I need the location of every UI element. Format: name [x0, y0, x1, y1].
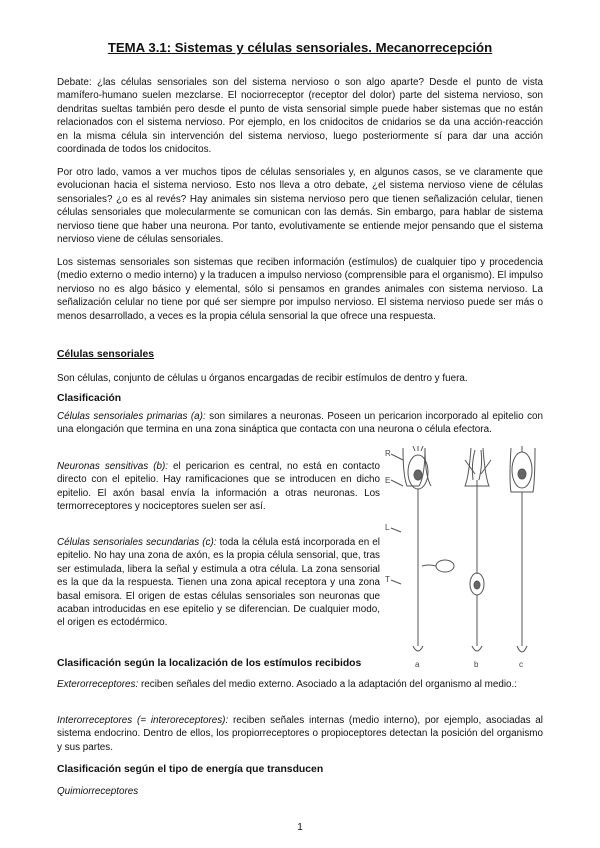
figure-label-a: a	[415, 660, 420, 669]
term-exterorreceptores: Exterorreceptores:	[57, 679, 139, 690]
paragraph-interorreceptores	[57, 714, 543, 754]
figure-label-l: L	[385, 523, 390, 532]
text-secundarias: toda la célula está incorporada en el epitelio. No hay una zona de axón, es la propia célula sensorial, que, tras ser estimulada, libera la señal y estimula a otra célula. La zona sensorial es la que da la respuesta. Tienen una zona apical receptora y una zona basal emisora. El origen de estas células sensoriales son neuronas que acaban introducidas en ese epitelio y se diferencian. De cualquier modo, el origen es ectodérmico.	[57, 537, 380, 629]
figure-label-b: b	[474, 660, 479, 669]
paragraph-secundarias	[57, 536, 380, 630]
paragraph-primarias	[57, 410, 543, 437]
heading-celulas-sensoriales: Células sensoriales	[57, 349, 155, 360]
heading-clasificacion: Clasificación	[57, 393, 122, 404]
heading-clasif-energia: Clasificación según el tipo de energía que transducen	[57, 764, 324, 775]
term-secundarias: Células sensoriales secundarias (c):	[57, 537, 217, 548]
paragraph-debate: Debate: ¿las células sensoriales son del sistema nervioso o son algo aparte? Desde el punto de vista mamífero-humano suelen mezclarse. El nociorreceptor (receptor del dolor) parte del sistema nervioso, son dendritas sueltas también pero desde el punto de vista sensorial simple puede haber sistemas que no están relacionados con el sistema nervioso. Por ejemplo, en los cnidocitos de cnidarios se da una acción-reacción en la misma célula sin intervención del sistema nervioso, luego posteriormente sí para dar una acción coordinada de todos los cnidocitos.	[57, 77, 543, 156]
figure-label-t: T	[385, 575, 390, 584]
paragraph-sensitivas	[57, 460, 380, 514]
sensory-cells-figure	[385, 446, 545, 670]
sensory-cells-illustration	[385, 446, 545, 670]
paragraph-sistemas: Los sistemas sensoriales son sistemas que reciben información (estímulos) de cualquier tipo y procedencia (medio externo o medio interno) y la traducen a impulso nervioso (comprensible para el organismo). El impulso nervioso no es algo básico y elemental, sólo si pensamos en grandes animales con sistema nervioso. La señalización celular no tiene por qué ser siempre por impulso nervioso. El sistema nervioso puede ser más o menos desarrollado, a veces es la propia célula sensorial la que ofrece una respuesta.	[57, 257, 543, 322]
heading-clasif-localizacion: Clasificación según la localización de los estímulos recibidos	[57, 658, 362, 669]
text-interorreceptores: reciben señales internas (medio interno), por ejemplo, asociadas al sistema endocrino. Dentro de ellos, los propiorreceptores o propioceptores detectan la posición del organismo y sus partes.	[57, 715, 543, 753]
text-exterorreceptores: reciben señales del medio externo. Asociado a la adaptación del organismo al medio.:	[138, 679, 518, 690]
list-item-quimiorreceptores: Quimiorreceptores	[57, 786, 139, 797]
figure-label-r: R	[385, 449, 391, 458]
page-number: 1	[297, 822, 303, 833]
paragraph-exterorreceptores	[57, 678, 543, 691]
term-sensitivas: Neuronas sensitivas (b):	[57, 461, 169, 472]
term-interorreceptores: Interorreceptores (= interoreceptores):	[57, 715, 229, 726]
figure-label-e: E	[385, 476, 391, 485]
document-title: TEMA 3.1: Sistemas y células sensoriales. Mecanorrecepción	[107, 40, 493, 55]
text-primarias: son similares a neuronas. Poseen un pericarion incorporado al epitelio con una elongación que termina en una zona sináptica que contacta con una neurona o célula efectora.	[57, 411, 543, 436]
term-primarias: Células sensoriales primarias (a):	[57, 411, 206, 422]
text-sensitivas: el pericarion es central, no está en contacto directo con el epitelio. Hay ramificaciones que se introducen en dicho epitelio. El axón basal envía la información a otras neuronas. Los termorreceptores y nociceptores suelen ser así.	[57, 461, 380, 513]
figure-label-c: c	[519, 660, 523, 669]
paragraph-otro-lado: Por otro lado, vamos a ver muchos tipos de células sensoriales y, en algunos casos, se ve claramente que evolucionan hacia el sistema nervioso. Esto nos lleva a otro debate, ¿el sistema nervioso viene de células sensoriales? ¿o es al revés? Hay animales sin sistema nervioso pero que tienen señalización celular, tienen células sensoriales que molecularmente se comunican con las demás. Sin embargo, para hablar de sistema nervioso tiene que haber una neurona. Por tanto, evolutivamente se entiende mejor pensando que el sistema nervioso viene de células sensoriales.	[57, 167, 543, 246]
paragraph-celulas-def: Son células, conjunto de células u órganos encargadas de recibir estímulos de dentro y fuera.	[57, 373, 468, 384]
